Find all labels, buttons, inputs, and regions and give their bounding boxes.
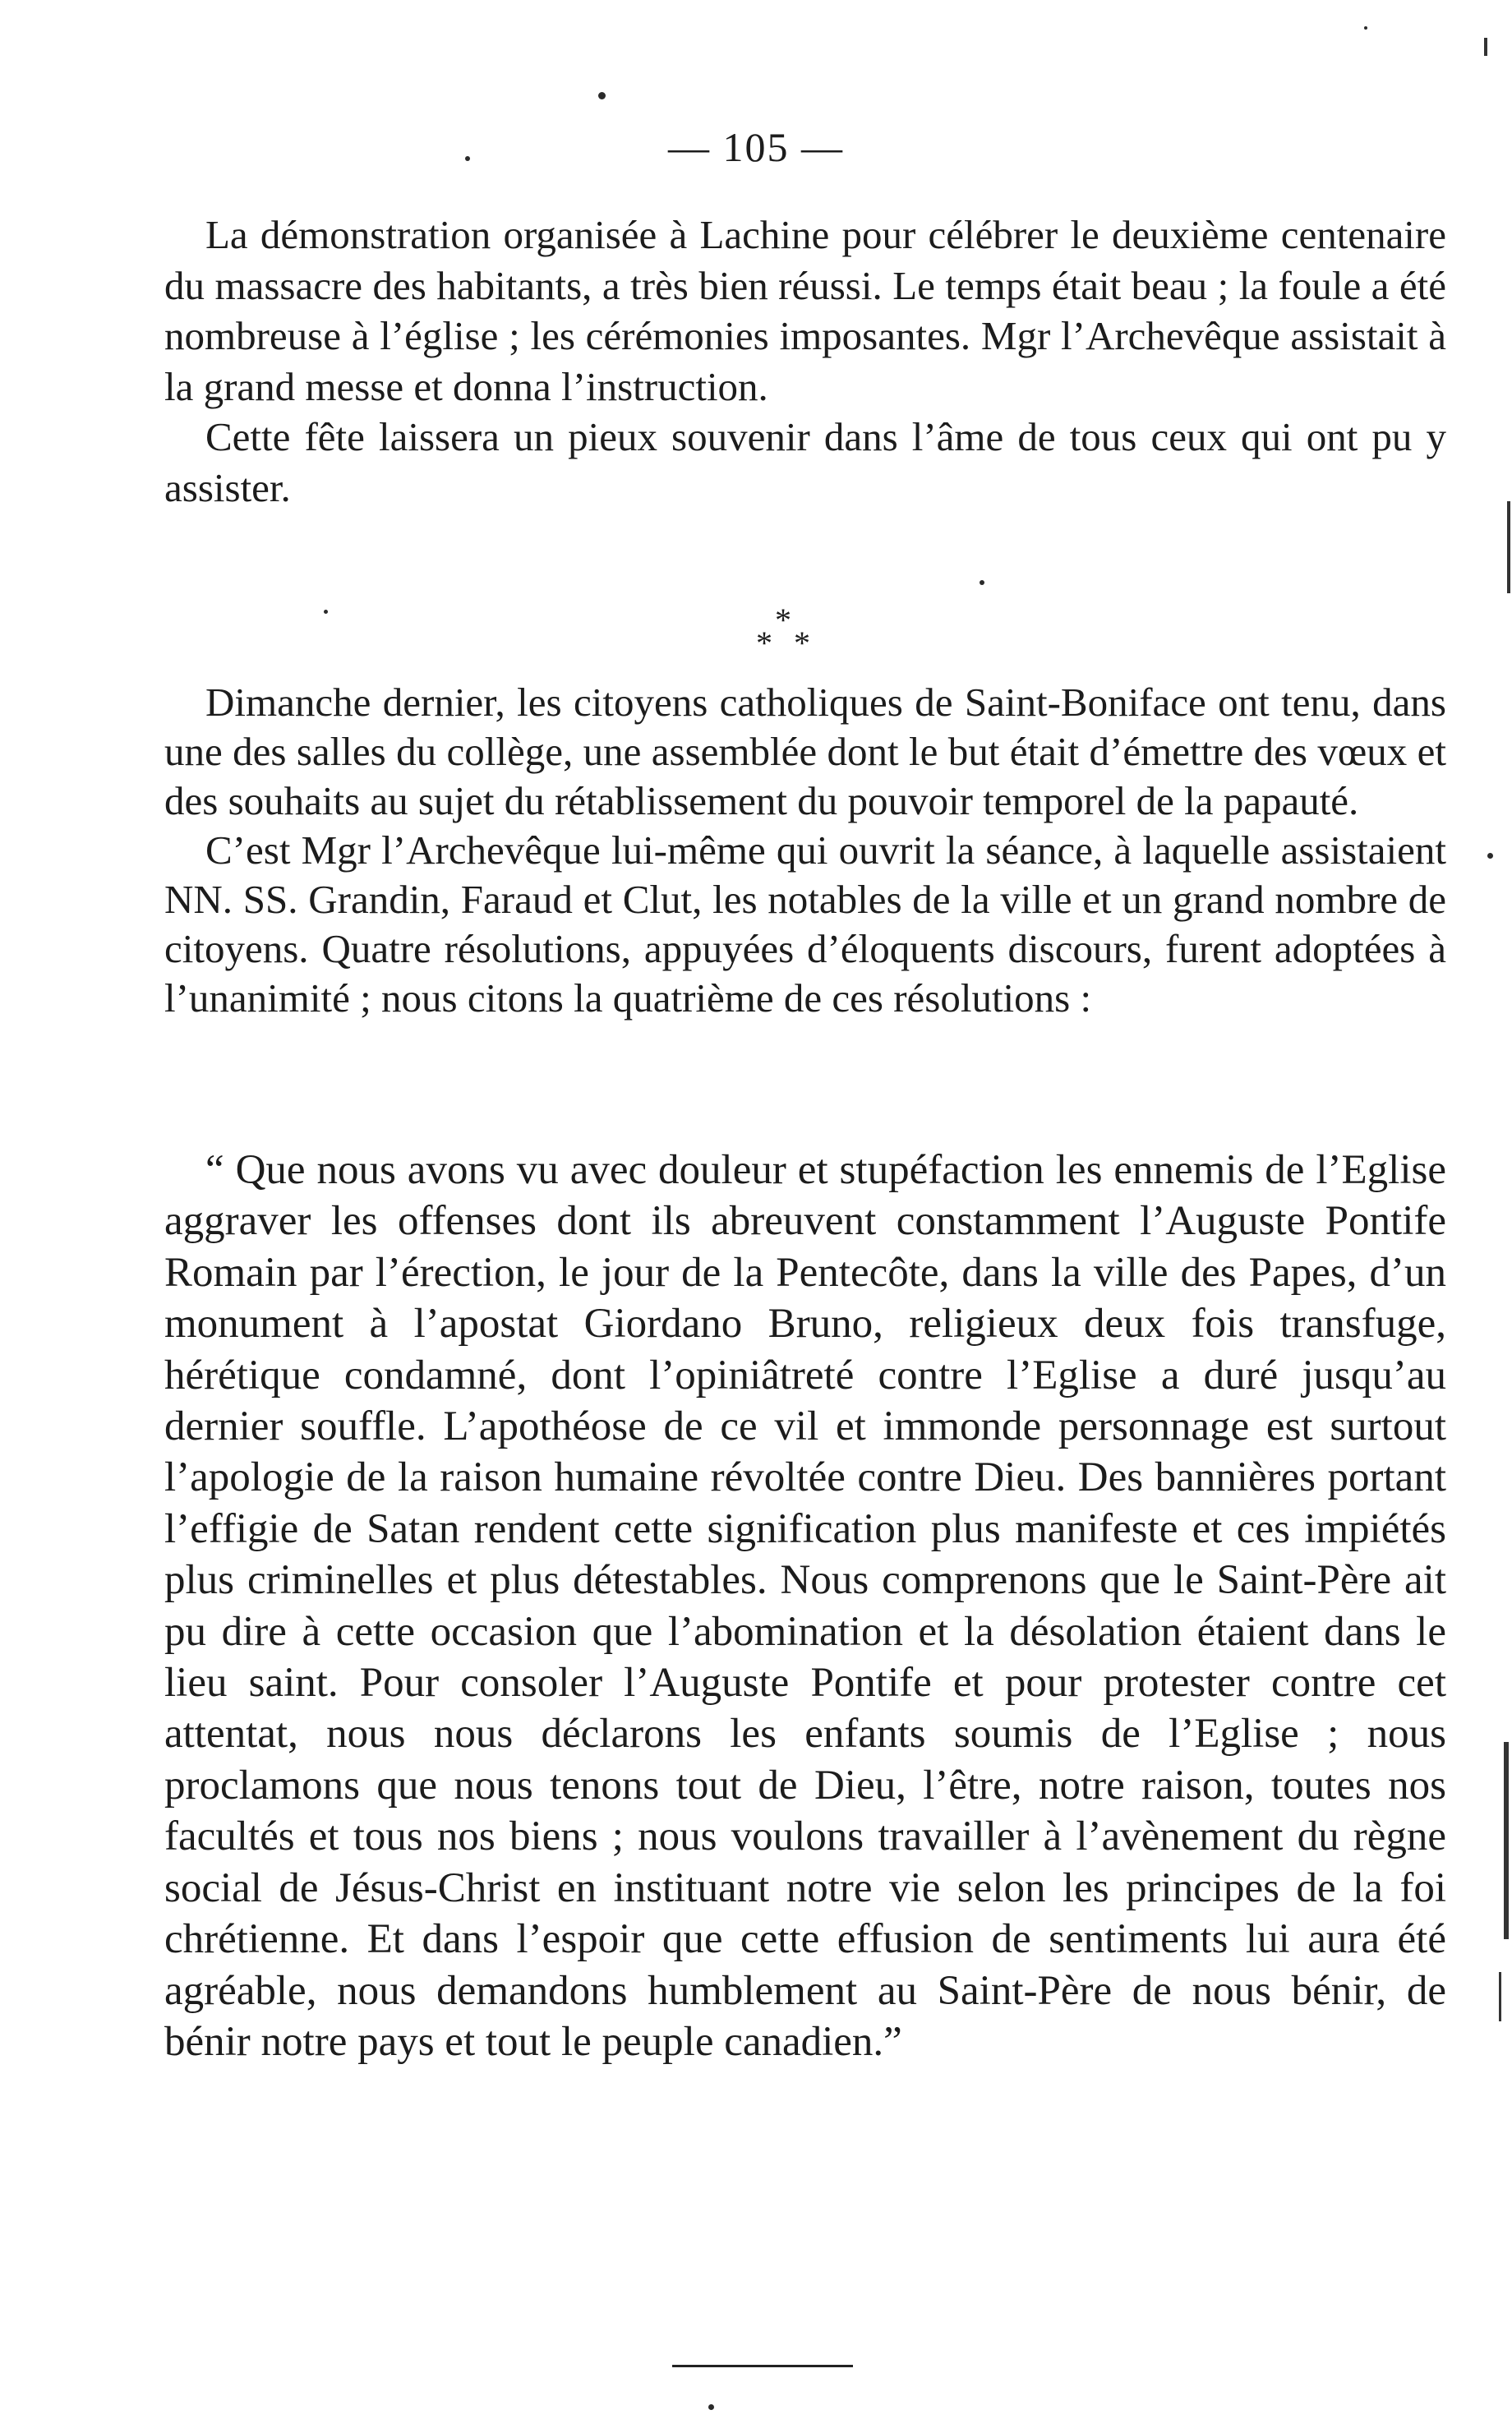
paragraph-seance: C’est Mgr l’Archevêque lui-même qui ouvrit la séance, à laquelle assistaient NN. SS. Grandin, Faraud et Clut, les notables de la ville et un grand nombre de citoyens. Quatre résolutions, appuyées d’éloquents discours, furent adoptées à l’unanimité ; nous citons la quatrième de ces résolutions : (164, 827, 1446, 1021)
paragraph-lachine: La démonstration organisée à Lachine pour célébrer le deuxième centenaire du massacre des habitants, a très bien réussi. Le temps était beau ; la foule a été nombreuse à l’église ; les cérémonies imposantes. Mgr l’Archevêque assistait à la grand messe et donna l’instruction. (164, 212, 1446, 409)
paragraph-resolution: “ Que nous avons vu avec douleur et stupéfaction les ennemis de l’Eglise aggraver les offenses dont ils abreuvent constamment l’Auguste Pontife Romain par l’érection, le jour de la Pentecôte, dans la ville des Papes, d’un monument à l’apostat Giordano Bruno, religieux deux fois transfuge, hérétique condamné, dont l’opiniâtreté contre l’Eglise a duré jusqu’au dernier souffle. L’apothéose de ce vil et immonde personnage est surtout l’apologie de la raison humaine révoltée contre Dieu. Des bannières portant l’effigie de Satan rendent cette signification plus manifeste et ces impiétés plus criminelles et plus détestables. Nous comprenons que le Saint-Père ait pu dire à cette occasion que l’abomination et la désolation étaient dans le lieu saint. Pour consoler l’Auguste Pontife et pour protester contre cet attentat, nous nous déclarons les enfants soumis de l’Eglise ; nous proclamons que nous tenons tout de Dieu, l’être, notre raison, toutes nos facultés et tous nos biens ; nous voulons travailler à l’avènement du règne social de Jésus-Christ en instituant notre vie selon les principes de la foi chrétienne. Et dans l’espoir que cette effusion de sentiments lui aura été agréable, nous demandons humblement au Saint-Père de nous bénir, de bénir notre pays et tout le peuple canadien.” (164, 1147, 1446, 2065)
saint-boniface-section (164, 678, 1446, 1023)
scan-edge-mark (1484, 38, 1487, 56)
scan-edge-mark (1499, 1972, 1501, 2021)
paragraph-dimanche: Dimanche dernier, les citoyens catholiques de Saint-Boniface ont tenu, dans une des salles du collège, une assemblée dont le but était d’émettre des vœux et des souhaits au sujet du rétablissement du pouvoir temporel de la papauté. (164, 680, 1446, 823)
lachine-section (164, 210, 1446, 513)
scan-speck (980, 580, 984, 585)
resolution-section (164, 1145, 1446, 2067)
scan-speck (1364, 26, 1367, 30)
paragraph-fete: Cette fête laissera un pieux souvenir dans l’âme de tous ceux qui ont pu y assister. (164, 414, 1446, 510)
closing-rule (672, 2365, 853, 2367)
scan-edge-mark (1504, 1742, 1509, 1939)
scan-speck (1487, 853, 1493, 859)
scan-speck (598, 92, 606, 99)
page-number: — 105 — (668, 124, 844, 170)
asterism-star-right: * (794, 624, 810, 661)
asterism-separator (723, 601, 846, 670)
scan-speck (465, 156, 470, 161)
scan-speck (324, 610, 328, 614)
scan-speck (708, 2404, 714, 2410)
scan-edge-mark (1507, 501, 1510, 593)
asterism-star-left: * (756, 624, 772, 661)
asterism-star-top: * (775, 601, 791, 638)
